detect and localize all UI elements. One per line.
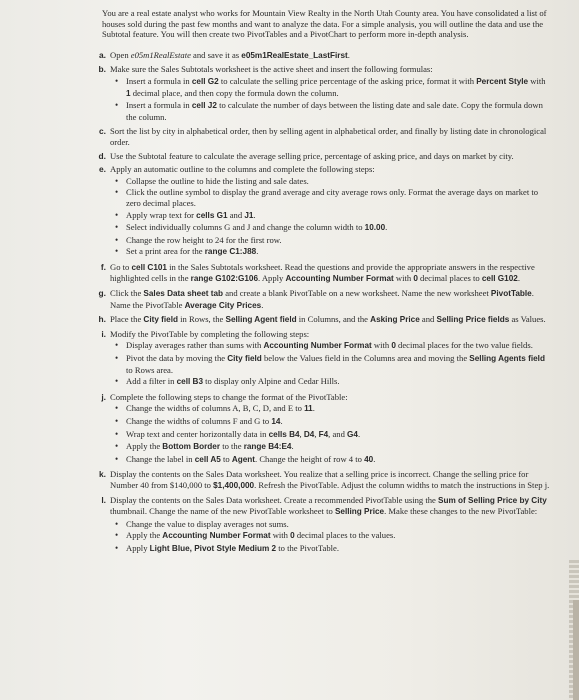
- step-body: [110, 288, 552, 311]
- text: .: [385, 222, 388, 233]
- text: Display the contents on the Sales Data worksheet. Create a recommended PivotTable using the: [110, 494, 439, 505]
- range-ref: range G102:G106: [190, 274, 259, 284]
- number: 24: [215, 234, 224, 245]
- list-item: [110, 429, 552, 441]
- list-item: [110, 441, 552, 453]
- text: to the: [220, 441, 244, 452]
- text: in the Sales Subtotals worksheet. Read the questions and provide the appropriate answers in the respective highlighted cells in the: [110, 261, 535, 284]
- text: to the PivotTable.: [276, 542, 339, 553]
- field-name: Selling Agent field: [225, 315, 297, 325]
- text: Go to: [110, 261, 132, 272]
- step-body: [110, 164, 552, 259]
- worksheet-name: PivotTable: [490, 289, 532, 299]
- style-name: Light Blue, Pivot Style Medium 2: [149, 543, 277, 553]
- step-k: [96, 469, 552, 491]
- intro-paragraph: You are a real estate analyst who works for Mountain View Realty in the North Utah County area. You have consolidated a list of houses sold during the past few months and want to analyze the data. For a simple analysis, you will outline the data and use the Subtotal feature. You will then create two PivotTables and a PivotChart to perform more in-depth analysis.: [102, 8, 547, 40]
- step-letter: h.: [98, 314, 106, 325]
- text: . Name the PivotTable: [110, 288, 534, 310]
- text: Apply an automatic outline to the columns and complete the following steps:: [110, 164, 375, 175]
- sheet-tab-name: Sales Data sheet tab: [143, 289, 224, 299]
- step-letter: e.: [99, 164, 106, 175]
- step-body: Sort the list by city in alphabetical order, then by selling agent in alphabetical order, and finally by listing date in chronological order.: [110, 126, 547, 147]
- step-l: [96, 495, 552, 556]
- text: .: [357, 428, 361, 439]
- text: with: [393, 273, 414, 284]
- text: Apply the: [126, 530, 163, 541]
- cell-ref: cells G1: [196, 210, 228, 220]
- label-name: Agent: [231, 454, 256, 464]
- list-item: • Collapse the outline to hide the listing and sale dates.: [110, 176, 552, 187]
- text: as Values.: [509, 314, 546, 325]
- step-a: [96, 50, 552, 62]
- list-item: [110, 76, 552, 99]
- format-name: Accounting Number Format: [162, 531, 271, 541]
- text: .: [347, 49, 350, 60]
- number: 11: [304, 404, 313, 414]
- text: .: [373, 453, 376, 464]
- worksheet-name: Selling Price: [334, 507, 385, 517]
- text: Click the: [110, 288, 144, 299]
- text: to display only Alpine and Cedar Hills.: [203, 376, 340, 387]
- text: Wrap text and center horizontally data in: [126, 428, 269, 439]
- text: . Make these changes to the new PivotTable:: [384, 506, 538, 517]
- text: Set a print area for the: [126, 246, 205, 257]
- field-name: Selling Agents field: [469, 354, 545, 364]
- text: . Apply: [258, 273, 286, 284]
- save-as-name: e05m1RealEstate_LastFirst: [241, 50, 348, 60]
- text: decimal place, and then copy the formula down the column.: [130, 87, 339, 98]
- text: Display averages rather than sums with: [126, 340, 264, 351]
- cell-ref: cell C101: [131, 262, 167, 272]
- cell-ref: cell B3: [176, 377, 203, 387]
- format-name: Accounting Number Format: [285, 274, 394, 284]
- text: and: [227, 209, 245, 220]
- sub-list: [110, 403, 552, 465]
- step-e: [96, 164, 552, 259]
- step-h: [96, 314, 552, 326]
- number: 40: [364, 454, 374, 464]
- text: .: [291, 441, 294, 452]
- step-body: [110, 64, 552, 123]
- cell-ref: G4: [347, 429, 358, 439]
- text: with: [371, 340, 392, 351]
- text: decimal places to: [417, 273, 482, 284]
- list-item: [110, 403, 552, 415]
- border-name: Bottom Border: [162, 442, 221, 452]
- step-body: Use the Subtotal feature to calculate the average selling price, percentage of asking price, and days on market by city.: [110, 150, 514, 161]
- list-item: [110, 530, 552, 542]
- field-name: City field: [143, 315, 178, 325]
- range-ref: range C1:J88: [204, 247, 257, 257]
- step-i: [96, 329, 552, 389]
- number: 10.00: [364, 223, 386, 233]
- text: Select individually columns G and J and change the column width to: [126, 222, 365, 233]
- text: .: [261, 299, 264, 310]
- sub-list: [110, 76, 552, 122]
- text: Apply: [126, 542, 150, 553]
- step-letter: a.: [99, 49, 106, 60]
- text: in Columns, and the: [296, 314, 371, 325]
- text: for the first row.: [223, 234, 282, 245]
- step-letter: i.: [101, 328, 106, 339]
- text: , and: [328, 428, 348, 439]
- text: thumbnail. Change the name of the new PivotTable worksheet to: [110, 506, 335, 517]
- text: Change the widths of columns F and G to: [126, 416, 272, 426]
- text: and: [419, 314, 437, 325]
- number: 1: [126, 88, 131, 98]
- number: 0: [391, 341, 396, 351]
- number: 0: [413, 274, 418, 284]
- list-item: [110, 235, 552, 246]
- list-item: [110, 246, 552, 258]
- text: to: [202, 479, 214, 490]
- step-f: [96, 262, 552, 285]
- text: Pivot the data by moving the: [126, 353, 228, 364]
- step-body: [110, 329, 552, 389]
- step-body: [110, 495, 552, 556]
- text: to calculate the selling price percentage of the asking price, format it with: [218, 75, 477, 86]
- amount: $1,400,000: [213, 480, 255, 490]
- text: Make sure the Sales Subtotals worksheet is the active sheet and insert the following formulas:: [110, 64, 433, 75]
- text: .: [253, 209, 256, 220]
- text: Insert a formula in: [126, 100, 192, 111]
- style-name: Percent Style: [476, 76, 529, 86]
- step-letter: l.: [101, 494, 106, 505]
- list-item: [110, 210, 552, 222]
- list-item: [110, 543, 552, 555]
- text: Open: [110, 49, 131, 60]
- step-letter: k.: [99, 469, 106, 480]
- step-body: [110, 469, 552, 491]
- field-name: Asking Price: [370, 315, 420, 325]
- text: .: [517, 273, 520, 284]
- text: . Change the height of row 4 to: [255, 453, 365, 464]
- text: Apply wrap text for: [126, 209, 197, 220]
- list-item: [110, 340, 552, 352]
- step-c: [96, 126, 552, 147]
- step-b: [96, 64, 552, 123]
- text: with: [528, 75, 546, 86]
- step-j: [96, 392, 552, 467]
- text: Display the contents on the Sales Data worksheet. You realize that a selling price is incorrect. Change the selling price for Number 40 from: [110, 469, 529, 490]
- text: decimal places to the values.: [294, 530, 396, 541]
- instructions: [96, 8, 552, 559]
- text: with: [270, 530, 291, 541]
- sub-list: [110, 340, 552, 387]
- text: to Rows area.: [126, 364, 174, 375]
- text: .: [312, 403, 315, 414]
- cell-ref: cell A5: [194, 454, 221, 464]
- list-item: [110, 353, 552, 375]
- step-body: [110, 50, 552, 62]
- text: in Rows, the: [177, 314, 226, 325]
- text: Apply the: [126, 441, 163, 452]
- field-name: City field: [227, 354, 262, 364]
- number: 14: [271, 417, 281, 426]
- text: ,: [314, 428, 319, 439]
- text: Change the row height to: [126, 234, 216, 245]
- text: and save it as: [190, 49, 242, 60]
- sub-list: [110, 176, 552, 258]
- cell-ref: J1: [244, 210, 254, 220]
- text: Change the widths of columns A, B, C, D, and E to: [126, 403, 305, 414]
- number: 0: [290, 531, 295, 541]
- cell-ref: cell G102: [481, 274, 518, 284]
- step-letter: c.: [99, 126, 106, 137]
- step-d: [96, 151, 552, 162]
- step-letter: d.: [98, 150, 106, 161]
- list-item: [110, 416, 552, 428]
- text: .: [256, 246, 259, 257]
- step-g: [96, 288, 552, 311]
- text: Modify the PivotTable by completing the following steps:: [110, 328, 310, 339]
- range-ref: range B4:E4: [243, 442, 292, 452]
- pivottable-name: Average City Prices: [184, 300, 262, 310]
- cell-ref: D4: [303, 429, 315, 439]
- file-name: e05m1RealEstate: [130, 49, 191, 60]
- list-item: [110, 376, 552, 388]
- format-name: Accounting Number Format: [263, 341, 372, 351]
- step-letter: f.: [100, 261, 106, 272]
- page-edge-shadow: [573, 600, 579, 700]
- text: Add a filter in: [126, 376, 177, 387]
- text: to: [220, 453, 232, 464]
- text: Insert a formula in: [126, 75, 192, 86]
- text: .: [280, 416, 283, 426]
- text: . Refresh the PivotTable. Adjust the column widths to match the instructions in Step j.: [254, 479, 550, 490]
- text: Complete the following steps to change the format of the PivotTable:: [110, 391, 348, 402]
- list-item: • Click the outline symbol to display the grand average and city average rows only. Format the average days on market to zero decimal places.: [110, 187, 552, 208]
- sub-list: [110, 519, 552, 555]
- text: Place the: [110, 314, 144, 325]
- list-item: • Change the value to display averages not sums.: [110, 519, 552, 530]
- text: to calculate the number of days between the listing date and sale date. Copy the formula down the column.: [126, 100, 543, 122]
- text: Change the label in: [126, 453, 195, 464]
- thumbnail-name: Sum of Selling Price by City: [438, 495, 547, 505]
- text: and create a blank PivotTable on a new worksheet. Name the new worksheet: [223, 288, 491, 299]
- text: ,: [299, 428, 304, 439]
- step-letter: b.: [98, 64, 106, 75]
- amount: $140,000: [169, 479, 203, 490]
- cell-ref: cell J2: [191, 101, 217, 111]
- text: below the Values field in the Columns area and moving the: [261, 353, 470, 364]
- list-item: [110, 454, 552, 466]
- cell-ref: F4: [318, 429, 329, 439]
- step-body: [110, 392, 552, 467]
- cell-ref: cell G2: [191, 76, 219, 86]
- field-name: Selling Price fields: [436, 315, 510, 325]
- text: decimal places for the two value fields.: [395, 340, 533, 351]
- list-item: [110, 222, 552, 234]
- list-item: [110, 100, 552, 122]
- cell-ref: cells B4: [268, 429, 300, 439]
- step-letter: g.: [98, 288, 106, 299]
- step-body: [110, 262, 552, 285]
- step-body: [110, 314, 552, 326]
- step-letter: j.: [101, 391, 106, 402]
